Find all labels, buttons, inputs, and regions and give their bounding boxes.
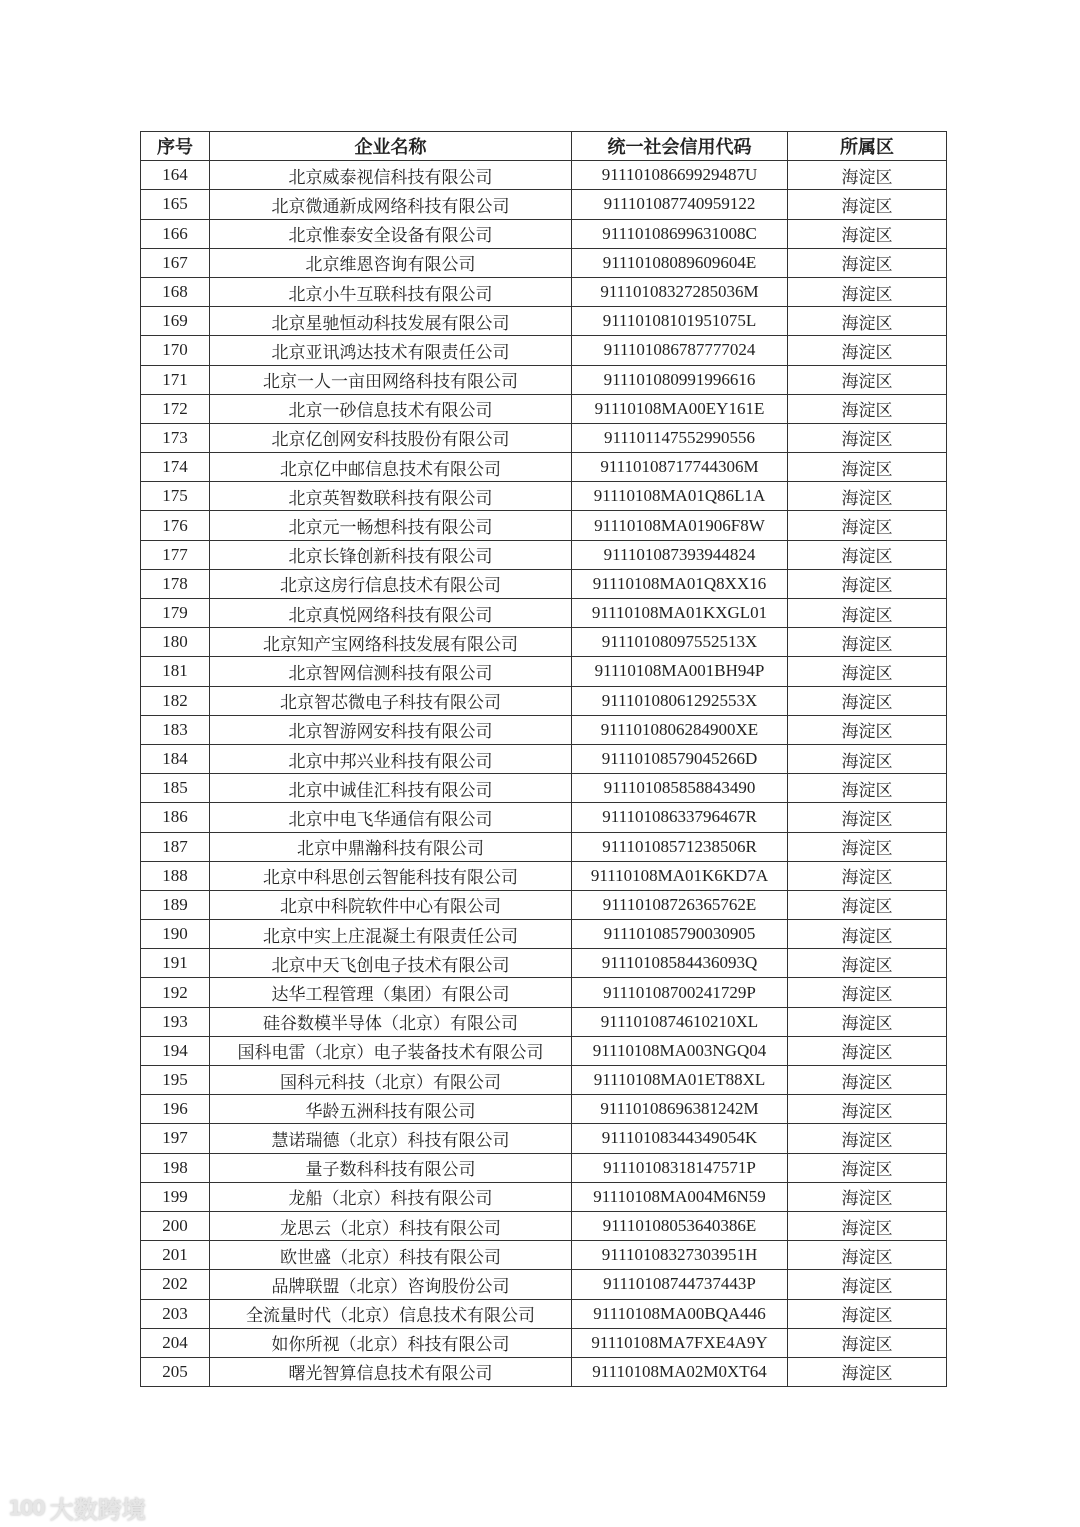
district: 海淀区 (788, 803, 947, 832)
table-row (141, 1241, 947, 1270)
row-index: 167 (141, 248, 210, 277)
company-name: 北京中邦兴业科技有限公司 (210, 744, 572, 773)
row-index: 175 (141, 482, 210, 511)
district: 海淀区 (788, 1211, 947, 1240)
row-index: 194 (141, 1036, 210, 1065)
row-index: 179 (141, 599, 210, 628)
table-row (141, 1211, 947, 1240)
credit-code: 91110108774095912​2 (572, 190, 788, 219)
credit-code: 91110108MA01ET88XL (572, 1066, 788, 1095)
company-name: 北京元一畅想科技有限公司 (210, 511, 572, 540)
credit-code: 91110108669929487U (572, 161, 788, 190)
credit-code: 911101087393944824 (572, 540, 788, 569)
district: 海淀区 (788, 190, 947, 219)
company-name: 北京一砂信息技术有限公司 (210, 394, 572, 423)
credit-code: 91110108097552513X (572, 628, 788, 657)
table-row (141, 394, 947, 423)
credit-code: 91110108MA01Q8XX16 (572, 569, 788, 598)
credit-code: 91110108MA00EY161E (572, 394, 788, 423)
district: 海淀区 (788, 248, 947, 277)
district: 海淀区 (788, 949, 947, 978)
row-index: 170 (141, 336, 210, 365)
credit-code: 911101080628490​0XE (572, 715, 788, 744)
company-name: 硅谷数模半导体（北京）有限公司 (210, 1007, 572, 1036)
header-credit-code: 统一社会信用代码 (572, 132, 788, 161)
credit-code: 91110108MA00BQA446 (572, 1299, 788, 1328)
row-index: 166 (141, 219, 210, 248)
row-index: 177 (141, 540, 210, 569)
row-index: 201 (141, 1241, 210, 1270)
table-row (141, 365, 947, 394)
table-row (141, 832, 947, 861)
credit-code: 911101085790030905 (572, 920, 788, 949)
table-row (141, 920, 947, 949)
company-name: 达华工程管理（集团）有限公司 (210, 978, 572, 1007)
table-row (141, 803, 947, 832)
table-row (141, 1270, 947, 1299)
row-index: 191 (141, 949, 210, 978)
credit-code: 91110108633796467R (572, 803, 788, 832)
table-row (141, 1036, 947, 1065)
credit-code: 91110108344349054K (572, 1124, 788, 1153)
company-name: 如你所视（北京）科技有限公司 (210, 1328, 572, 1357)
company-name: 北京威泰视信科技有限公司 (210, 161, 572, 190)
table-row (141, 1066, 947, 1095)
row-index: 190 (141, 920, 210, 949)
company-name: 量子数科科技有限公司 (210, 1153, 572, 1182)
row-index: 197 (141, 1124, 210, 1153)
company-name: 曙光智算信息技术有限公司 (210, 1357, 572, 1386)
district: 海淀区 (788, 774, 947, 803)
district: 海淀区 (788, 365, 947, 394)
row-index: 165 (141, 190, 210, 219)
credit-code: 91110108584436093Q (572, 949, 788, 978)
district: 海淀区 (788, 1357, 947, 1386)
row-index: 195 (141, 1066, 210, 1095)
company-name: 欧世盛（北京）科技有限公司 (210, 1241, 572, 1270)
credit-code: 91110108MA01906F8W (572, 511, 788, 540)
table-row (141, 715, 947, 744)
watermark-logo-icon: 100 (8, 1495, 44, 1520)
header-company-name: 企业名称 (210, 132, 572, 161)
table-row (141, 978, 947, 1007)
district: 海淀区 (788, 890, 947, 919)
credit-code: 91110108MA7FXE4A9Y (572, 1328, 788, 1357)
district: 海淀区 (788, 540, 947, 569)
company-name: 北京这房行信息技术有限公司 (210, 569, 572, 598)
row-index: 189 (141, 890, 210, 919)
district: 海淀区 (788, 1036, 947, 1065)
table-row (141, 1153, 947, 1182)
header-index: 序号 (141, 132, 210, 161)
credit-code: 91110108579045266D (572, 744, 788, 773)
credit-code: 91110108327303951H (572, 1241, 788, 1270)
company-name: 北京一人一亩田网络科技有限公司 (210, 365, 572, 394)
table-row (141, 307, 947, 336)
company-name: 北京中诚佳汇科技有限公司 (210, 774, 572, 803)
credit-code: 91110108MA02M0XT64 (572, 1357, 788, 1386)
row-index: 164 (141, 161, 210, 190)
company-name: 北京星驰恒动科技发展有限公司 (210, 307, 572, 336)
row-index: 198 (141, 1153, 210, 1182)
credit-code: 91110108MA01K6KD7A (572, 861, 788, 890)
district: 海淀区 (788, 394, 947, 423)
company-name: 华龄五洲科技有限公司 (210, 1095, 572, 1124)
company-name: 北京中科思创云智能科技有限公司 (210, 861, 572, 890)
row-index: 196 (141, 1095, 210, 1124)
credit-code: 91110108744737443P (572, 1270, 788, 1299)
company-name: 北京亿创网安科技股份有限公司 (210, 423, 572, 452)
district: 海淀区 (788, 1095, 947, 1124)
credit-code: 911101080991996616 (572, 365, 788, 394)
credit-code: 911101147552990556 (572, 423, 788, 452)
row-index: 168 (141, 277, 210, 306)
table-row (141, 686, 947, 715)
row-index: 176 (141, 511, 210, 540)
company-name: 品牌联盟（北京）咨询股份公司 (210, 1270, 572, 1299)
district: 海淀区 (788, 1328, 947, 1357)
row-index: 188 (141, 861, 210, 890)
row-index: 183 (141, 715, 210, 744)
credit-code: 91110108MA004M6N59 (572, 1182, 788, 1211)
district: 海淀区 (788, 628, 947, 657)
credit-code: 91110108699631008C (572, 219, 788, 248)
credit-code: 91110108MA001BH94P (572, 657, 788, 686)
credit-code: 911101085858843490 (572, 774, 788, 803)
row-index: 173 (141, 423, 210, 452)
row-index: 169 (141, 307, 210, 336)
district: 海淀区 (788, 861, 947, 890)
row-index: 204 (141, 1328, 210, 1357)
district: 海淀区 (788, 657, 947, 686)
table-row (141, 277, 947, 306)
district: 海淀区 (788, 599, 947, 628)
company-table (140, 131, 947, 1387)
district: 海淀区 (788, 715, 947, 744)
row-index: 181 (141, 657, 210, 686)
company-name: 北京中天飞创电子技术有限公司 (210, 949, 572, 978)
row-index: 192 (141, 978, 210, 1007)
district: 海淀区 (788, 453, 947, 482)
table-row (141, 1299, 947, 1328)
district: 海淀区 (788, 1182, 947, 1211)
company-name: 北京中实上庄混凝土有限责任公司 (210, 920, 572, 949)
district: 海淀区 (788, 1241, 947, 1270)
credit-code: 91110108061292553X (572, 686, 788, 715)
company-name: 北京知产宝网络科技发展有限公司 (210, 628, 572, 657)
credit-code: 91110108318147571P (572, 1153, 788, 1182)
row-index: 174 (141, 453, 210, 482)
credit-code: 91110108700241729P (572, 978, 788, 1007)
table-row (141, 1124, 947, 1153)
credit-code: 911101086787777024 (572, 336, 788, 365)
company-name: 北京惟泰安全设备有限公司 (210, 219, 572, 248)
company-name: 北京英智数联科技有限公司 (210, 482, 572, 511)
row-index: 180 (141, 628, 210, 657)
watermark-text: 大数跨境 (49, 1496, 146, 1524)
table-row (141, 453, 947, 482)
company-name: 北京中电飞华通信有限公司 (210, 803, 572, 832)
district: 海淀区 (788, 978, 947, 1007)
district: 海淀区 (788, 569, 947, 598)
row-index: 187 (141, 832, 210, 861)
table-row (141, 628, 947, 657)
table-row (141, 774, 947, 803)
company-name: 北京亚讯鸿达技术有限责任公司 (210, 336, 572, 365)
district: 海淀区 (788, 219, 947, 248)
district: 海淀区 (788, 920, 947, 949)
credit-code: 91110108726365762E (572, 890, 788, 919)
district: 海淀区 (788, 161, 947, 190)
header-district: 所属区 (788, 132, 947, 161)
table-row (141, 1007, 947, 1036)
table-row (141, 511, 947, 540)
company-name: 龙思云（北京）科技有限公司 (210, 1211, 572, 1240)
watermark (8, 1490, 146, 1525)
row-index: 202 (141, 1270, 210, 1299)
table-row (141, 1095, 947, 1124)
credit-code: 91110108089609604E (572, 248, 788, 277)
district: 海淀区 (788, 832, 947, 861)
credit-code: 91110108MA01Q86L1A (572, 482, 788, 511)
company-name: 北京智游网安科技有限公司 (210, 715, 572, 744)
company-name: 北京中鼎瀚科技有限公司 (210, 832, 572, 861)
company-name: 国科元科技（北京）有限公司 (210, 1066, 572, 1095)
district: 海淀区 (788, 686, 947, 715)
table-row (141, 540, 947, 569)
table-row (141, 1182, 947, 1211)
company-name: 北京微通新成网络科技有限公司 (210, 190, 572, 219)
district: 海淀区 (788, 1007, 947, 1036)
district: 海淀区 (788, 336, 947, 365)
company-name: 慧诺瑞德（北京）科技有限公司 (210, 1124, 572, 1153)
credit-code: 91110108571238506R (572, 832, 788, 861)
table-row (141, 599, 947, 628)
district: 海淀区 (788, 307, 947, 336)
row-index: 203 (141, 1299, 210, 1328)
credit-code: 91110108MA003NGQ04 (572, 1036, 788, 1065)
credit-code: 91110108MA01KXGL01 (572, 599, 788, 628)
company-name: 北京真悦网络科技有限公司 (210, 599, 572, 628)
table-row (141, 248, 947, 277)
district: 海淀区 (788, 1066, 947, 1095)
credit-code: 91110108101951075L (572, 307, 788, 336)
table-row (141, 861, 947, 890)
row-index: 172 (141, 394, 210, 423)
district: 海淀区 (788, 1299, 947, 1328)
table-row (141, 190, 947, 219)
district: 海淀区 (788, 423, 947, 452)
row-index: 199 (141, 1182, 210, 1211)
district: 海淀区 (788, 744, 947, 773)
table-row (141, 657, 947, 686)
row-index: 200 (141, 1211, 210, 1240)
company-name: 北京长锋创新科技有限公司 (210, 540, 572, 569)
district: 海淀区 (788, 511, 947, 540)
company-name: 北京智网信测科技有限公司 (210, 657, 572, 686)
table-row (141, 569, 947, 598)
table-row (141, 161, 947, 190)
table-row (141, 1357, 947, 1386)
table-row (141, 482, 947, 511)
row-index: 193 (141, 1007, 210, 1036)
company-name: 全流量时代（北京）信息技术有限公司 (210, 1299, 572, 1328)
credit-code: 9111010874610210XL (572, 1007, 788, 1036)
table-row (141, 336, 947, 365)
company-name: 北京中科院软件中心有限公司 (210, 890, 572, 919)
credit-code: 91110108696381242M (572, 1095, 788, 1124)
district: 海淀区 (788, 1153, 947, 1182)
row-index: 182 (141, 686, 210, 715)
row-index: 171 (141, 365, 210, 394)
row-index: 178 (141, 569, 210, 598)
credit-code: 91110108053640386E (572, 1211, 788, 1240)
table-row (141, 744, 947, 773)
row-index: 205 (141, 1357, 210, 1386)
district: 海淀区 (788, 277, 947, 306)
row-index: 184 (141, 744, 210, 773)
table-row (141, 949, 947, 978)
company-name: 北京智芯微电子科技有限公司 (210, 686, 572, 715)
table-header-row (141, 132, 947, 161)
company-name: 北京亿中邮信息技术有限公司 (210, 453, 572, 482)
company-name: 北京维恩咨询有限公司 (210, 248, 572, 277)
row-index: 185 (141, 774, 210, 803)
district: 海淀区 (788, 482, 947, 511)
row-index: 186 (141, 803, 210, 832)
company-name: 国科电雷（北京）电子装备技术有限公司 (210, 1036, 572, 1065)
table-row (141, 423, 947, 452)
district: 海淀区 (788, 1270, 947, 1299)
company-name: 北京小牛互联科技有限公司 (210, 277, 572, 306)
company-name: 龙船（北京）科技有限公司 (210, 1182, 572, 1211)
table-row (141, 1328, 947, 1357)
district: 海淀区 (788, 1124, 947, 1153)
credit-code: 91110108717744306M (572, 453, 788, 482)
credit-code: 91110108327285036M (572, 277, 788, 306)
table-row (141, 219, 947, 248)
table-row (141, 890, 947, 919)
